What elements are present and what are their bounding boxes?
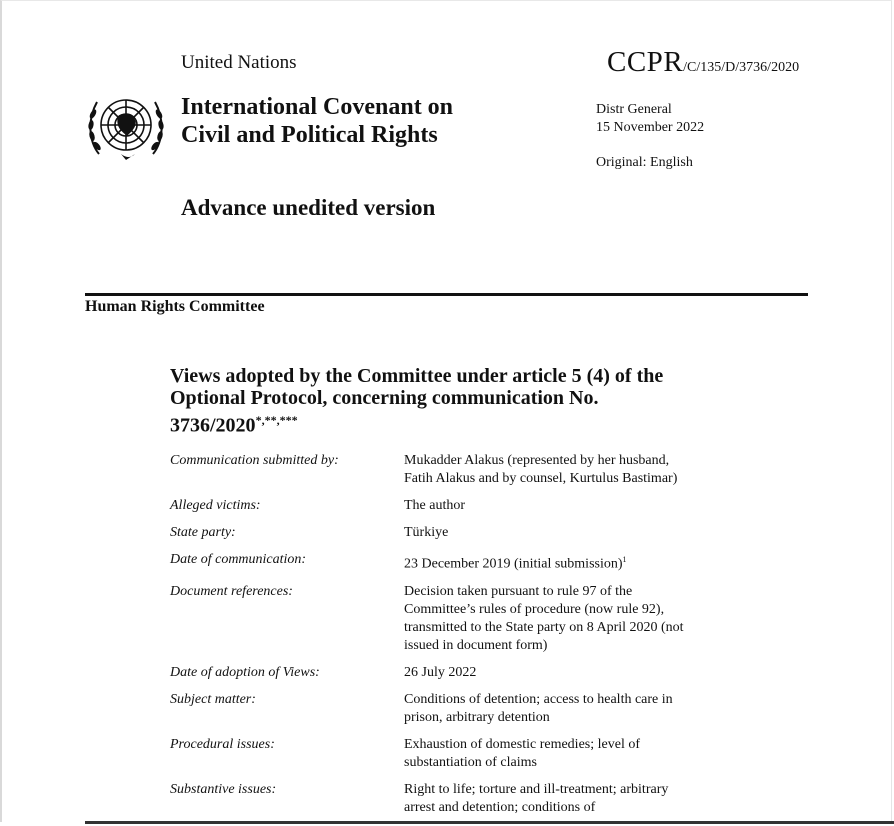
header-divider — [85, 293, 808, 296]
metadata-row — [170, 781, 689, 826]
metadata-value: 26 July 2022 — [404, 664, 477, 680]
metadata-value: Exhaustion of domestic remedies; level of substantiation of claims — [404, 736, 640, 770]
metadata-value-text: 23 December 2019 (initial submission) — [404, 556, 623, 572]
metadata-value: Conditions of detention; access to health care in prison, arbitrary detention — [404, 691, 673, 725]
metadata-label: Alleged victims: — [170, 498, 261, 513]
views-title — [170, 365, 710, 437]
metadata-row — [170, 691, 689, 736]
metadata-value: Türkiye — [404, 525, 449, 540]
treaty-title-line2: Civil and Political Rights — [181, 122, 438, 148]
metadata-label: Substantive issues: — [170, 781, 277, 797]
metadata-row — [170, 524, 689, 551]
symbol-main: CCPR — [607, 46, 684, 78]
document-symbol — [607, 46, 799, 79]
metadata-label: Date of adoption of Views: — [170, 664, 320, 680]
distribution-type: Distr General — [596, 102, 672, 117]
symbol-suffix: /C/135/D/3736/2020 — [683, 60, 800, 75]
views-title-line3 — [170, 409, 710, 437]
metadata-label: Document references: — [170, 583, 293, 599]
metadata-value: The author — [404, 498, 466, 513]
communication-number: 3736/2020 — [170, 414, 256, 437]
un-emblem-icon — [85, 92, 167, 162]
metadata-value: Right to life; torture and ill-treatment; arbitrary arrest and detention; conditions of — [404, 781, 669, 815]
metadata-row — [170, 452, 689, 497]
metadata-row — [170, 583, 689, 664]
footnote-marks: *,**,*** — [255, 413, 298, 427]
treaty-title — [181, 93, 453, 149]
metadata-label: Communication submitted by: — [170, 453, 339, 468]
metadata-label: Procedural issues: — [170, 736, 275, 752]
metadata-row — [170, 664, 689, 691]
views-title-line1: Views adopted by the Committee under article 5 (4) of the — [170, 365, 664, 387]
distribution-block — [596, 101, 704, 137]
views-title-line2: Optional Protocol, concerning communication No. — [170, 387, 599, 409]
version-note: Advance unedited version — [181, 195, 436, 220]
footnote-reference[interactable]: 1 — [622, 555, 627, 564]
metadata-value — [404, 551, 689, 583]
committee-name: Human Rights Committee — [85, 298, 265, 315]
organization-name: United Nations — [181, 52, 297, 73]
metadata-row — [170, 551, 689, 583]
treaty-title-line1: International Covenant on — [181, 94, 454, 120]
communication-metadata-table — [170, 452, 689, 826]
original-language: Original: English — [596, 155, 693, 170]
metadata-value: Decision taken pursuant to rule 97 of the Committee’s rules of procedure (now rule 92), transmitted to the State party on 8 April 2020 (not issued in document form) — [404, 583, 684, 653]
document-date: 15 November 2022 — [596, 120, 705, 135]
metadata-label: Subject matter: — [170, 691, 256, 707]
metadata-value: Mukadder Alakus (represented by her husband, Fatih Alakus and by counsel, Kurtulus Bastimar) — [404, 453, 678, 486]
metadata-label: Date of communication: — [170, 552, 307, 567]
metadata-row — [170, 736, 689, 781]
metadata-row — [170, 497, 689, 524]
metadata-label: State party: — [170, 525, 236, 540]
